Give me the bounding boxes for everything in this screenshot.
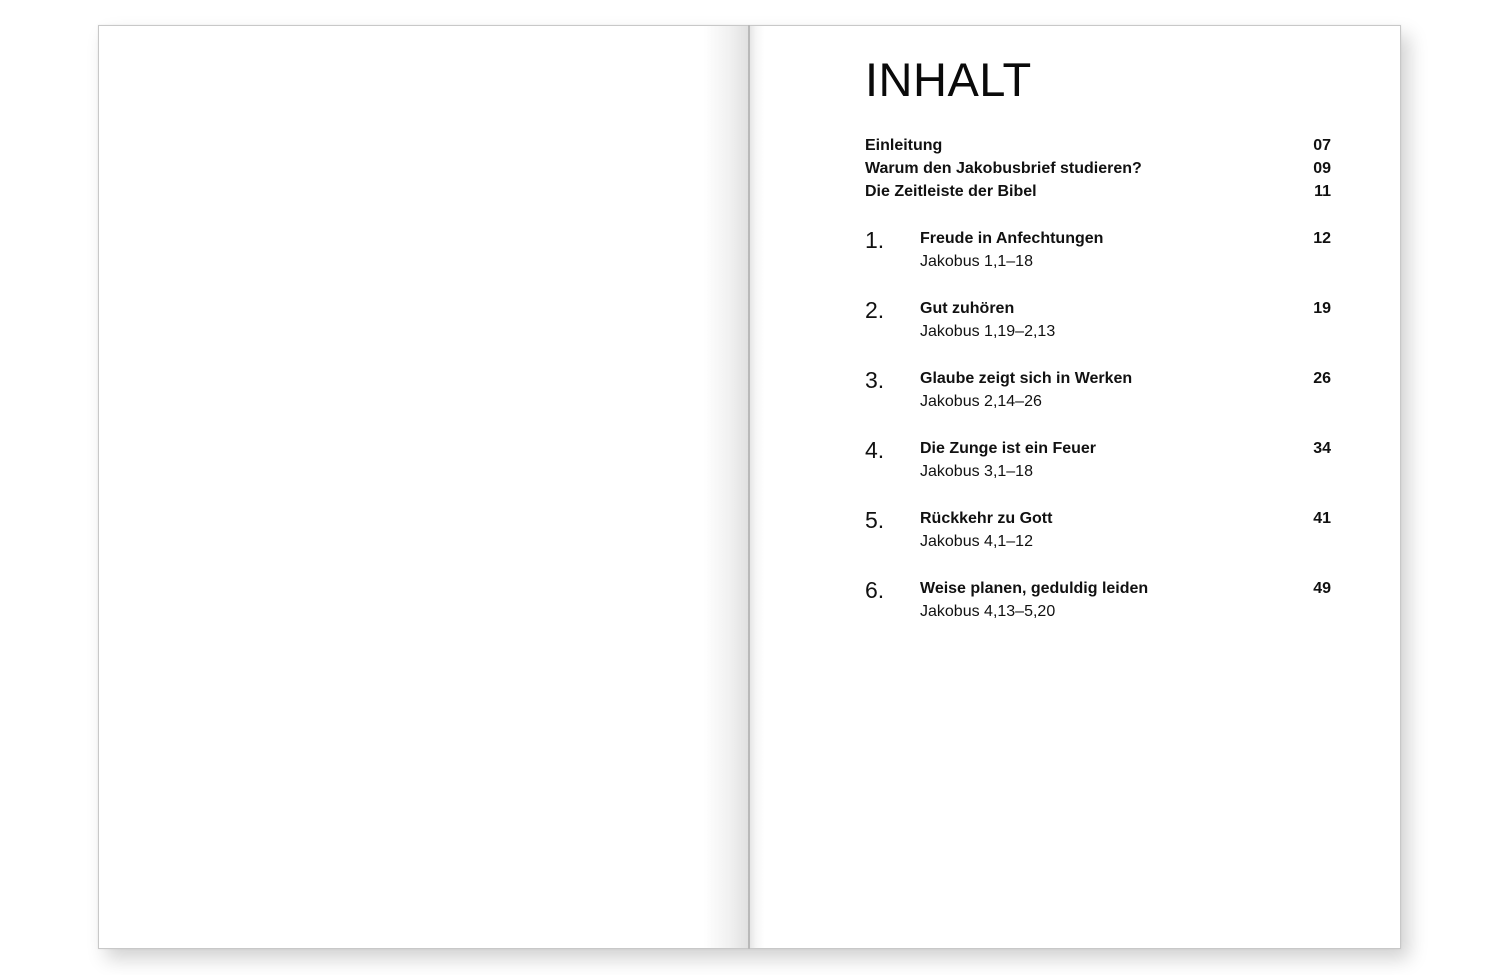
toc-chapter-6 bbox=[865, 578, 1331, 628]
chapter-title: Weise planen, geduldig leiden bbox=[920, 580, 1149, 597]
chapter-number: 6. bbox=[865, 577, 885, 603]
toc-entry-label: Einleitung bbox=[865, 137, 943, 154]
left-page-blank bbox=[98, 25, 749, 949]
toc-entry-page-number: 07 bbox=[1313, 137, 1331, 154]
chapter-number: 4. bbox=[865, 437, 885, 463]
toc-chapter-3 bbox=[865, 368, 1331, 418]
chapter-page-number: 12 bbox=[1313, 230, 1331, 247]
chapter-page-number: 34 bbox=[1313, 440, 1331, 457]
chapter-reference: Jakobus 1,1–18 bbox=[920, 253, 1033, 270]
chapter-reference: Jakobus 4,13–5,20 bbox=[920, 603, 1056, 620]
book-spread bbox=[98, 25, 1401, 949]
toc-entry-page-number: 09 bbox=[1313, 160, 1331, 177]
toc-chapter-5 bbox=[865, 508, 1331, 558]
toc-chapter-2 bbox=[865, 298, 1331, 348]
chapter-page-number: 49 bbox=[1313, 580, 1331, 597]
chapter-title: Gut zuhören bbox=[920, 300, 1015, 317]
chapter-reference: Jakobus 4,1–12 bbox=[920, 533, 1033, 550]
toc-chapter-4 bbox=[865, 438, 1331, 488]
chapter-title: Rückkehr zu Gott bbox=[920, 510, 1053, 527]
right-page-contents bbox=[749, 25, 1401, 949]
chapter-number: 5. bbox=[865, 507, 885, 533]
chapter-page-number: 19 bbox=[1313, 300, 1331, 317]
toc-entry-einleitung bbox=[865, 135, 1331, 157]
chapter-number: 1. bbox=[865, 227, 885, 253]
chapter-page-number: 26 bbox=[1313, 370, 1331, 387]
toc-entry-label: Warum den Jakobusbrief studieren? bbox=[865, 160, 1142, 177]
chapter-number: 2. bbox=[865, 297, 885, 323]
chapter-title: Glaube zeigt sich in Werken bbox=[920, 370, 1133, 387]
chapter-title: Freude in Anfechtungen bbox=[920, 230, 1104, 247]
chapter-reference: Jakobus 1,19–2,13 bbox=[920, 323, 1056, 340]
toc-entry-zeitleiste bbox=[865, 181, 1331, 203]
chapter-reference: Jakobus 3,1–18 bbox=[920, 463, 1033, 480]
chapter-reference: Jakobus 2,14–26 bbox=[920, 393, 1042, 410]
chapter-page-number: 41 bbox=[1313, 510, 1331, 527]
toc-heading: INHALT bbox=[865, 53, 1032, 106]
chapter-number: 3. bbox=[865, 367, 885, 393]
book-gutter bbox=[748, 25, 750, 949]
chapter-title: Die Zunge ist ein Feuer bbox=[920, 440, 1097, 457]
toc-entry-warum bbox=[865, 158, 1331, 180]
toc-entry-label: Die Zeitleiste der Bibel bbox=[865, 183, 1037, 200]
toc-entry-page-number: 11 bbox=[1314, 183, 1331, 200]
toc-chapter-1 bbox=[865, 228, 1331, 278]
